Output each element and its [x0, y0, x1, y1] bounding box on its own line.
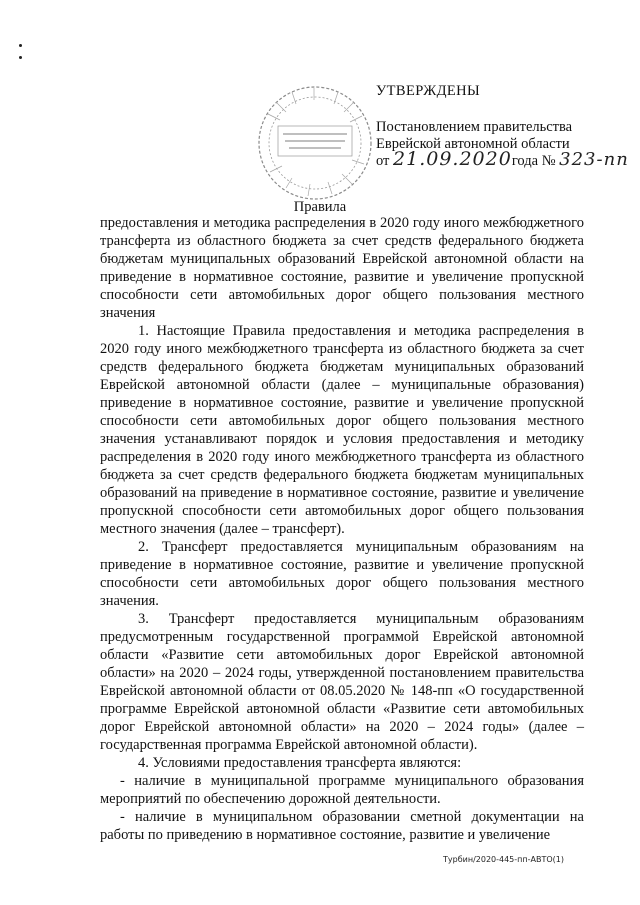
document-title: Правила — [293, 199, 347, 215]
paragraph-1: 1. Настоящие Правила предоставления и методика распределения в 2020 году иного межбюджетного трансферта из областного бюджета за счет средств федерального бюджета бюджетам муниципальных образований Еврейской автономной области (далее – муниципальные образования) приведение в нормативное состояние, развитие и увеличение пропускной способности сети автомобильных дорог общего пользования местного значения устанавливают порядок и условия предоставления и методику распределения в 2020 году иного межбюджетного трансферта из областного бюджета за счет средств федерального бюджета бюджетам муниципальных образований на приведение в нормативное состояние, развитие и увеличение пропускной способности сети автомобильных дорог общего пользования местного значения (далее – трансферт). — [100, 323, 584, 537]
condition-list-item: - наличие в муниципальной программе муниципального образования мероприятий по обеспечению дорожной деятельности. — [100, 773, 584, 807]
number-sign: № — [541, 153, 556, 169]
handwritten-date: 21.09.2020 — [393, 148, 512, 170]
date-prefix: от — [376, 153, 390, 169]
approval-decree-line: Постановлением правительства — [376, 119, 573, 135]
footer-file-ref: Турбин/2020-445-пп-АВТО(1) — [443, 855, 564, 864]
document-body — [100, 322, 584, 844]
approval-title: УТВЕРЖДЕНЫ — [376, 83, 481, 99]
year-suffix: года — [511, 153, 539, 169]
approval-date-line — [376, 150, 629, 170]
condition-list-item: - наличие в муниципальном образовании сметной документации на работы по приведению в нормативное состояние, развитие и увеличение — [100, 809, 584, 843]
paragraph-3: 3. Трансферт предоставляется муниципальным образованиям предусмотренным государственной программой Еврейской автономной области «Развитие сети автомобильных дорог Еврейской автономной области» на 2020 – 2024 годы, утвержденной постановлением правительства Еврейской автономной области от 08.05.2020 № 148-пп «О государственной программе Еврейской автономной области «Развитие сети автомобильных дорог Еврейской автономной области» на 2020 – 2024 годы» (далее – государственная программа Еврейской автономной области). — [100, 611, 584, 753]
official-seal-icon — [256, 84, 374, 202]
handwritten-number: 323-пп — [559, 149, 629, 170]
document-subtitle: предоставления и методика распределения в 2020 году иного межбюджетного трансферта из областного бюджета за счет средств федерального бюджета бюджетам муниципальных образований Еврейской автономной области на приведение в нормативное состояние, развитие и увеличение пропускной способности сети автомобильных дорог общего пользования местного значения — [100, 215, 584, 321]
paragraph-2: 2. Трансферт предоставляется муниципальным образованиям на приведение в нормативное состояние, развитие и увеличение пропускной способности сети автомобильных дорог общего пользования местного значения. — [100, 539, 584, 609]
scan-speck — [19, 44, 22, 47]
approval-authority-line: Еврейской автономной области — [376, 136, 570, 152]
paragraph-4: 4. Условиями предоставления трансферта являются: — [138, 755, 462, 771]
scan-speck — [19, 56, 22, 59]
